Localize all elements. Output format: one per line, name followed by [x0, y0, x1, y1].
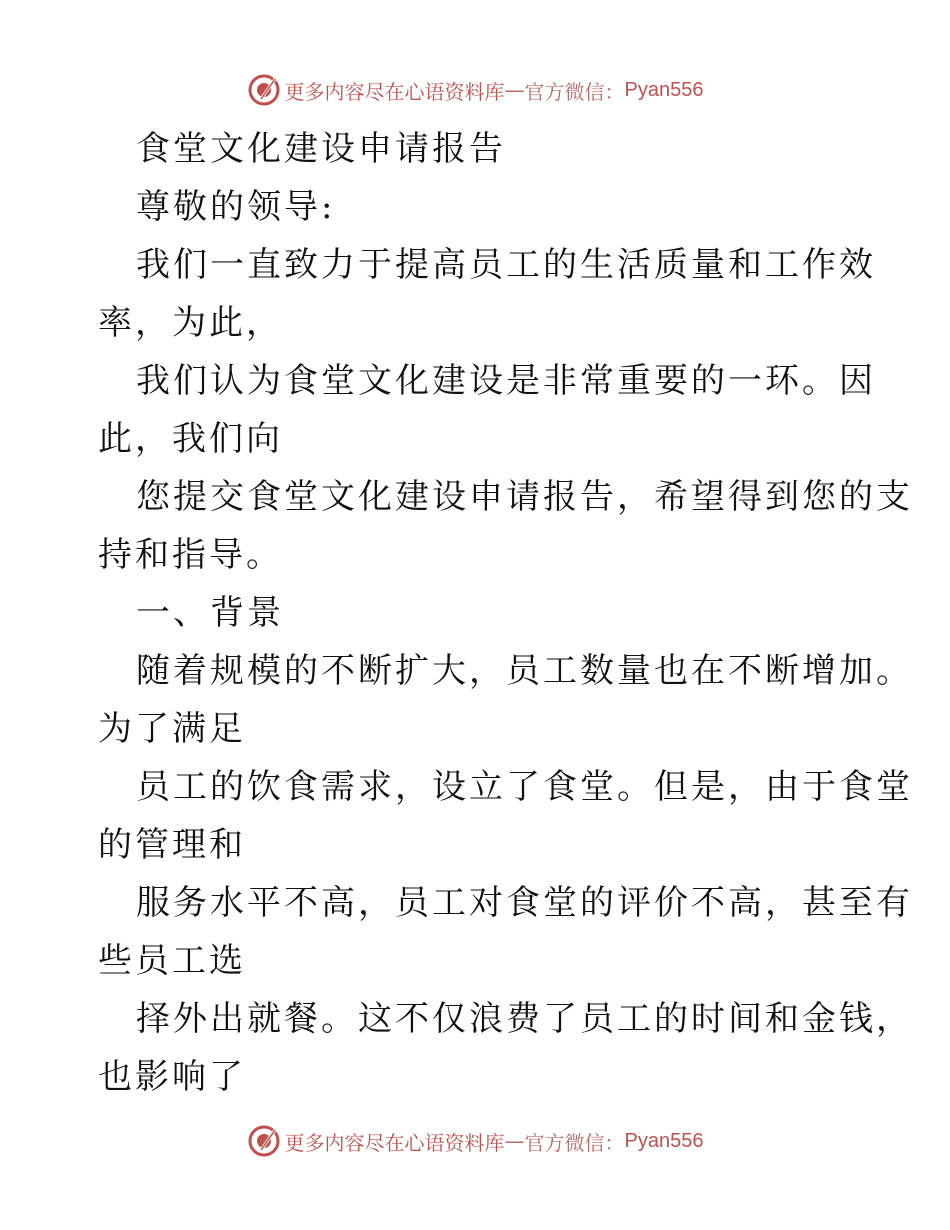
document-body — [98, 120, 913, 1106]
header-brand-text: 更多内容尽在心语资料库 — [284, 79, 505, 104]
section-heading: 一、背景 — [136, 593, 284, 633]
footer-dash: — — [504, 1129, 525, 1153]
paragraph-line: 择外出就餐。这不仅浪费了员工的时间和金钱， — [136, 999, 913, 1039]
footer-contact-label: 官方微信： — [524, 1130, 625, 1155]
header-dash: — — [504, 78, 525, 102]
paragraph-line: 我们认为食堂文化建设是非常重要的一环。因 — [136, 361, 876, 401]
paragraph-line: 服务水平不高，员工对食堂的评价不高，甚至有 — [136, 883, 913, 923]
paragraph-line: 的管理和 — [98, 825, 246, 865]
paragraph-line: 持和指导。 — [98, 535, 283, 575]
header-contact-label: 官方微信： — [524, 79, 625, 104]
header-banner — [0, 70, 950, 110]
brand-logo-icon — [247, 1124, 281, 1158]
paragraph-line: 也影响了 — [98, 1057, 246, 1097]
paragraph-line: 随着规模的不断扩大，员工数量也在不断增加。 — [136, 651, 913, 691]
header-wechat-id: Pyan556 — [624, 78, 704, 101]
paragraph-line: 为了满足 — [98, 709, 246, 749]
footer-banner — [0, 1121, 950, 1161]
paragraph-line: 您提交食堂文化建设申请报告，希望得到您的支 — [136, 477, 913, 517]
brand-logo-icon — [247, 73, 281, 107]
salutation: 尊敬的领导: — [136, 187, 336, 227]
paragraph-line: 些员工选 — [98, 941, 246, 981]
footer-wechat-id: Pyan556 — [624, 1129, 704, 1152]
paragraph-line: 此，我们向 — [98, 419, 283, 459]
paragraph-line: 员工的饮食需求，设立了食堂。但是，由于食堂 — [136, 767, 913, 807]
paragraph-line: 率，为此， — [98, 303, 283, 343]
footer-brand-text: 更多内容尽在心语资料库 — [284, 1130, 505, 1155]
document-title: 食堂文化建设申请报告 — [136, 129, 506, 169]
paragraph-line: 我们一直致力于提高员工的生活质量和工作效 — [136, 245, 876, 285]
